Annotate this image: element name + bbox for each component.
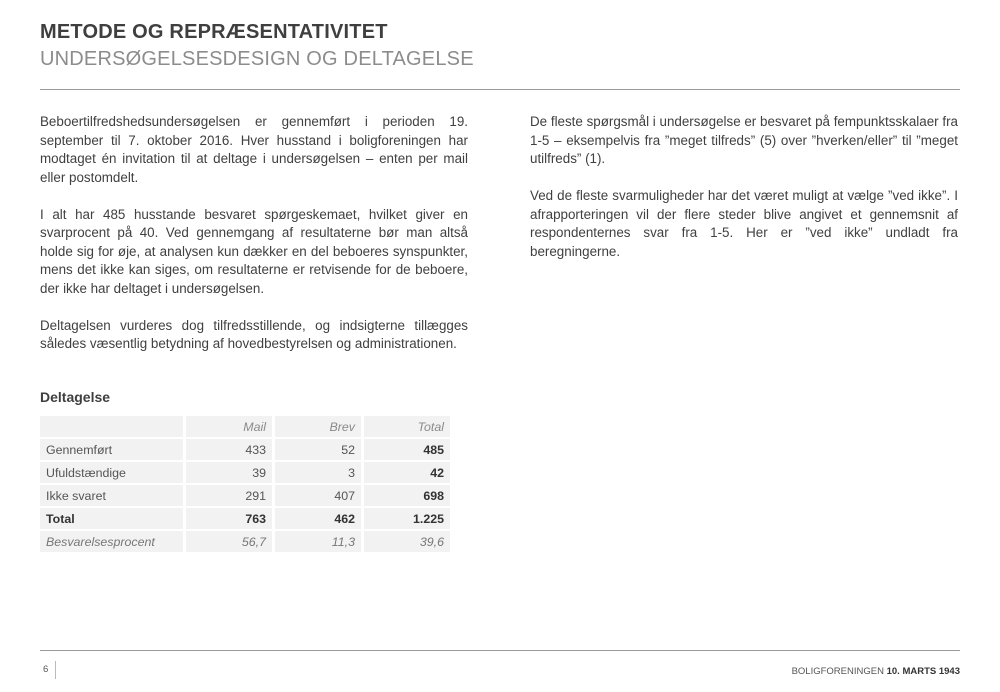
table-header-row (40, 416, 453, 437)
column-header: Brev (275, 416, 364, 437)
cell-total: 42 (364, 462, 453, 483)
table-row-total (40, 508, 453, 529)
cell-brev: 11,3 (275, 531, 364, 552)
column-header: Total (364, 416, 453, 437)
paragraph: De fleste spørgsmål i undersøgelse er besvaret på fempunktsskalaer fra 1-5 – eksempelvis fra ”meget tilfreds” (5) over ”hverken/eller” til ”meget utilfreds” (1). (530, 114, 958, 166)
cell-total: 698 (364, 485, 453, 506)
row-label: Besvarelsesprocent (40, 531, 186, 552)
row-label: Total (40, 508, 186, 529)
table-row (40, 485, 453, 506)
column-header (40, 416, 186, 437)
paragraph: Deltagelsen vurderes dog tilfredsstillende, og indsigterne tillægges således væsentlig betydning af hovedbestyrelsen og administrationen. (40, 317, 468, 351)
participation-table (40, 414, 453, 554)
row-label: Gennemført (40, 439, 186, 460)
cell-brev: 52 (275, 439, 364, 460)
footer-date: 10. MARTS 1943 (886, 666, 960, 677)
page-number: 6 (43, 664, 49, 675)
cell-total: 39,6 (364, 531, 453, 552)
footer-label (792, 666, 960, 677)
page-title: METODE OG REPRÆSENTATIVITET (40, 21, 388, 43)
table-row-response-rate (40, 531, 453, 552)
paragraph: Ved de fleste svarmuligheder har det været muligt at vælge ”ved ikke”. I afrapporteringen vil der flere steder blive angivet et gennemsnit af respondenternes svar fra 1-5. Her er ”ved ikke” undladt fra beregningerne. (530, 188, 958, 259)
cell-total: 485 (364, 439, 453, 460)
footer-org: BOLIGFORENINGEN (791, 666, 884, 677)
cell-mail: 763 (186, 508, 275, 529)
page-subtitle: UNDERSØGELSESDESIGN OG DELTAGELSE (40, 48, 474, 70)
header-divider (40, 89, 960, 90)
table-row (40, 439, 453, 460)
cell-mail: 56,7 (186, 531, 275, 552)
participation-heading: Deltagelse (40, 389, 111, 405)
row-label: Ufuldstændige (40, 462, 186, 483)
footer-divider (40, 650, 960, 651)
page-number-separator (55, 661, 56, 679)
cell-brev: 462 (275, 508, 364, 529)
left-text-column (40, 113, 468, 372)
cell-mail: 433 (186, 439, 275, 460)
cell-total: 1.225 (364, 508, 453, 529)
paragraph: Beboertilfredshedsundersøgelsen er gennemført i perioden 19. september til 7. oktober 2016. Hver husstand i boligforeningen har modtaget én invitation til at deltage i undersøgelsen – enten per mail eller postomdelt. (40, 114, 468, 185)
row-label: Ikke svaret (40, 485, 186, 506)
cell-mail: 291 (186, 485, 275, 506)
paragraph: I alt har 485 husstande besvaret spørgeskemaet, hvilket giver en svarprocent på 40. Ved gennemgang af resultaterne bør man altså holde sig for øje, at analysen kun dækker en del beboeres synspunkter, mens det ikke kan siges, om resultaterne er retvisende for de beboere, der ikke har deltaget i undersøgelsen. (40, 206, 468, 296)
table-row (40, 462, 453, 483)
cell-mail: 39 (186, 462, 275, 483)
column-header: Mail (186, 416, 275, 437)
cell-brev: 407 (275, 485, 364, 506)
cell-brev: 3 (275, 462, 364, 483)
right-text-column (530, 113, 958, 280)
